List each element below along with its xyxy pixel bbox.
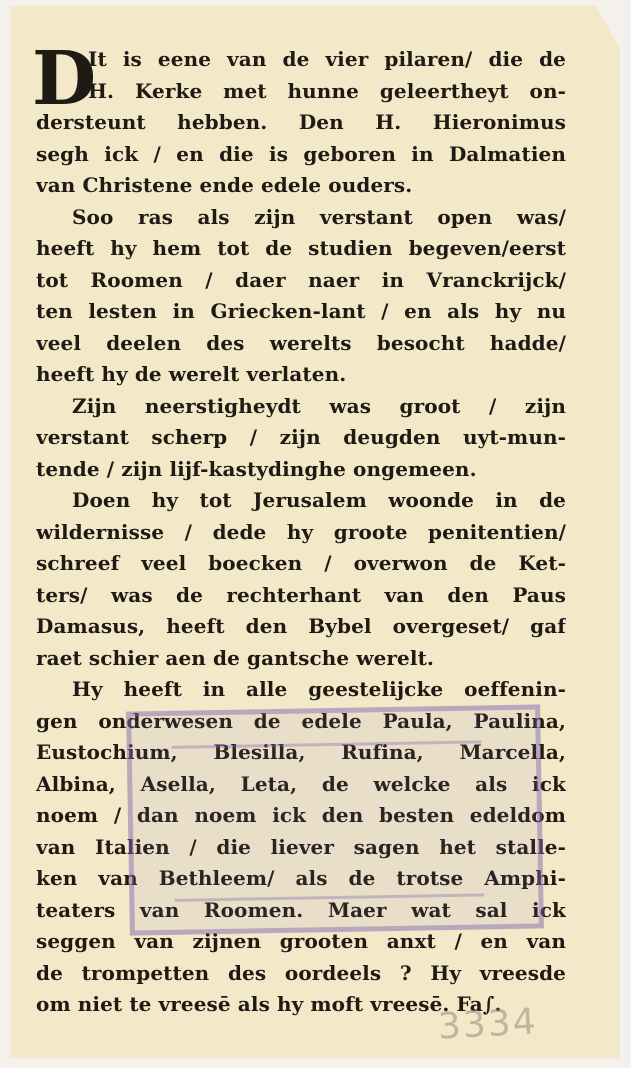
text-line: Albina, Asella, Leta, de welcke als ick (36, 771, 566, 796)
text-line: de trompetten des oordeels ? Hy vreesde (36, 960, 566, 985)
text-line: Soo ras als zijn verstant open was/ (72, 204, 566, 229)
text-line: teaters van Roomen. Maer wat sal ick (36, 897, 566, 922)
text-line: Doen hy tot Jerusalem woonde in de (72, 488, 566, 512)
text-line: ten lesten in Griecken-lant / en als hy nu (36, 299, 566, 323)
text-line: Eustochium, Blesilla, Rufina, Marcella, (36, 740, 566, 764)
text-line: wildernisse / dede hy groote penitentien/ (36, 519, 566, 544)
inventory-number: 3334 (436, 1001, 539, 1048)
text-line: seggen van zijnen grooten anxt / en van (36, 929, 566, 953)
text-line: ters/ was de rechterhant van den Paus (36, 582, 566, 607)
text-line: dersteunt hebben. Den H. Hieronimus (36, 110, 566, 134)
text-line: noem / dan noem ick den besten edeldom (36, 803, 566, 827)
text-line: segh ick / en die is geboren in Dalmatien (36, 141, 566, 166)
text-line: heeft hy hem tot de studien begeven/eerst (36, 236, 566, 260)
text-line: tot Roomen / daer naer in Vranckrijck/ (36, 267, 566, 292)
text-line: Zijn neerstigheydt was groot / zijn (72, 393, 566, 418)
text-line: van Christene ende edele ouders. (36, 173, 413, 197)
text-line: gen onderwesen de edele Paula, Paulina, (36, 708, 566, 733)
text-line: om niet te vreesē als hy moft vreesē. Fa∫. (36, 992, 502, 1016)
print-text-block (32, 36, 566, 1021)
text-line: schreef veel boecken / overwon de Ket- (36, 551, 566, 575)
text-line: tende / zijn lijf-kastydinghe ongemeen. (36, 456, 477, 481)
text-line: Damasus, heeft den Bybel overgeset/ gaf (36, 614, 566, 638)
text-line: heeft hy de werelt verlaten. (36, 362, 347, 386)
text-line: verstant scherp / zijn deugden uyt-mun- (36, 425, 566, 449)
text-line: Hy heeft in alle geestelijcke oeffenin- (72, 677, 566, 701)
text-line: veel deelen des werelts besocht hadde/ (36, 330, 566, 355)
drop-cap: D (32, 36, 97, 122)
text-line: raet schier aen de gantsche werelt. (36, 645, 434, 670)
text-line: van Italien / die liever sagen het stalle- (36, 834, 566, 859)
text-line: It is eene van de vier pilaren/ die de (88, 47, 566, 71)
text-line: H. Kerke met hunne geleertheyt on- (88, 78, 566, 103)
text-line: ken van Bethleem/ als de trotse Amphi- (36, 866, 566, 890)
text-lines (36, 44, 566, 1021)
